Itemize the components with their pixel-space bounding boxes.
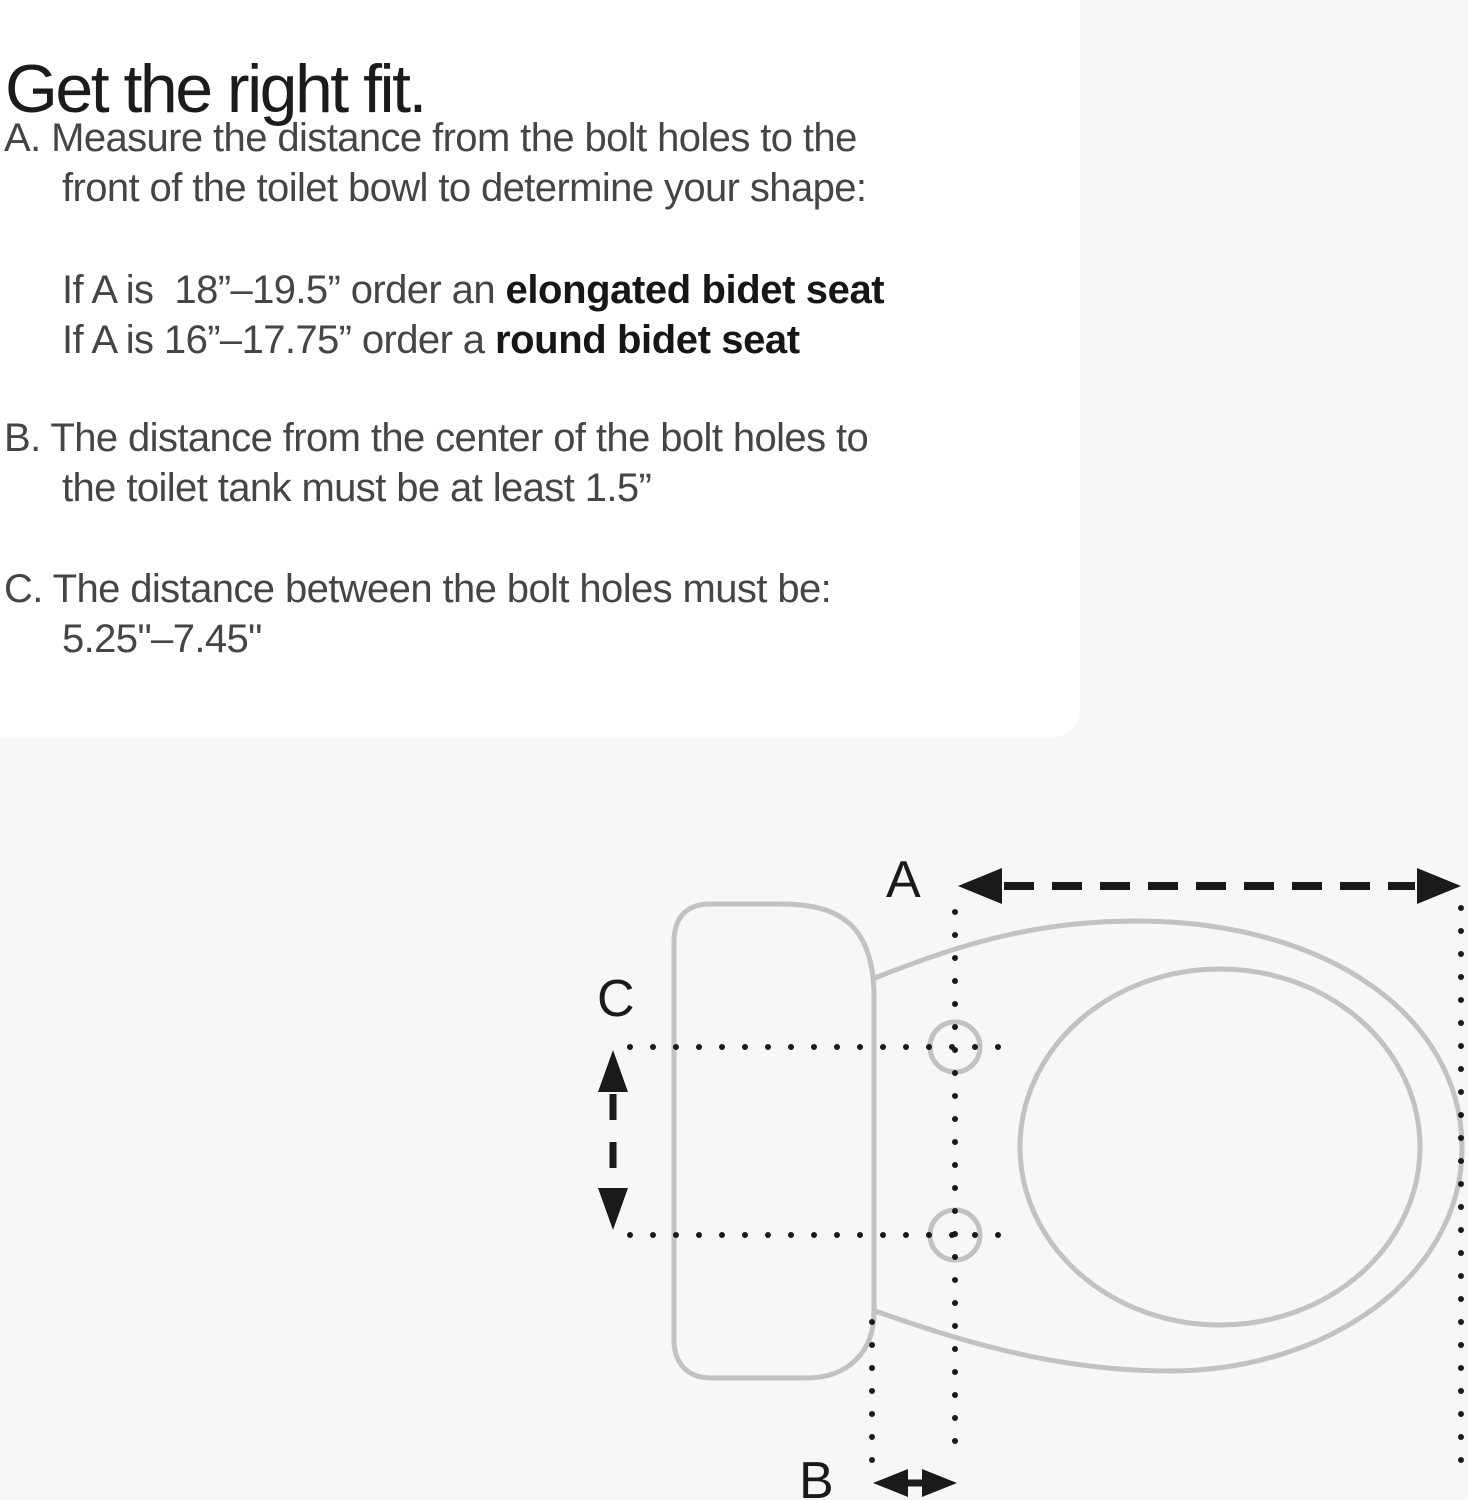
dimension-b-arrow xyxy=(873,1469,957,1497)
arrowhead-left-icon xyxy=(958,868,1002,904)
arrowhead-up-icon xyxy=(598,1050,628,1092)
instruction-a-marker: A. xyxy=(4,116,41,160)
instruction-c-marker: C. xyxy=(4,567,43,611)
arrowhead-right-icon xyxy=(1417,868,1461,904)
instruction-b-marker: B. xyxy=(4,416,41,460)
toilet-measurement-diagram xyxy=(0,740,1468,1500)
instructions-panel xyxy=(0,0,1080,737)
round-bidet-seat-text: round bidet seat xyxy=(494,318,800,362)
instruction-c xyxy=(4,564,831,664)
toilet-tank-outline xyxy=(674,904,874,1378)
elongated-bidet-seat-text: elongated bidet seat xyxy=(505,268,885,312)
arrowhead-right-icon xyxy=(922,1469,957,1497)
instruction-a xyxy=(4,113,866,213)
toilet-bowl-opening xyxy=(1020,969,1420,1325)
fit-rule-elongated: If A is 18”–19.5” order an elongated bidet seat xyxy=(62,268,885,312)
instruction-c-line1: C. The distance between the bolt holes must be: xyxy=(4,567,832,611)
toilet-seat-outline xyxy=(875,921,1462,1371)
instruction-b-line1: B. The distance from the center of the bolt holes to xyxy=(4,416,869,460)
fit-rules xyxy=(4,265,884,365)
dimension-a-label: A xyxy=(886,851,921,909)
page-title: Get the right fit. xyxy=(5,50,425,127)
instruction-b-line2: the toilet tank must be at least 1.5” xyxy=(62,466,652,510)
instruction-c-line2: 5.25"–7.45" xyxy=(62,617,262,661)
instruction-b xyxy=(4,413,868,513)
dimension-b-label: B xyxy=(799,1452,834,1500)
dimension-c-label: C xyxy=(597,970,635,1028)
fit-rule-round: If A is 16”–17.75” order a round bidet seat xyxy=(62,318,800,362)
dimension-a-arrow xyxy=(958,868,1461,904)
arrowhead-left-icon xyxy=(873,1469,908,1497)
instruction-a-line2: front of the toilet bowl to determine your shape: xyxy=(62,166,867,210)
instruction-a-line1: A. Measure the distance from the bolt holes to the xyxy=(4,116,857,160)
dimension-c-arrow xyxy=(598,1050,628,1230)
arrowhead-down-icon xyxy=(598,1188,628,1230)
